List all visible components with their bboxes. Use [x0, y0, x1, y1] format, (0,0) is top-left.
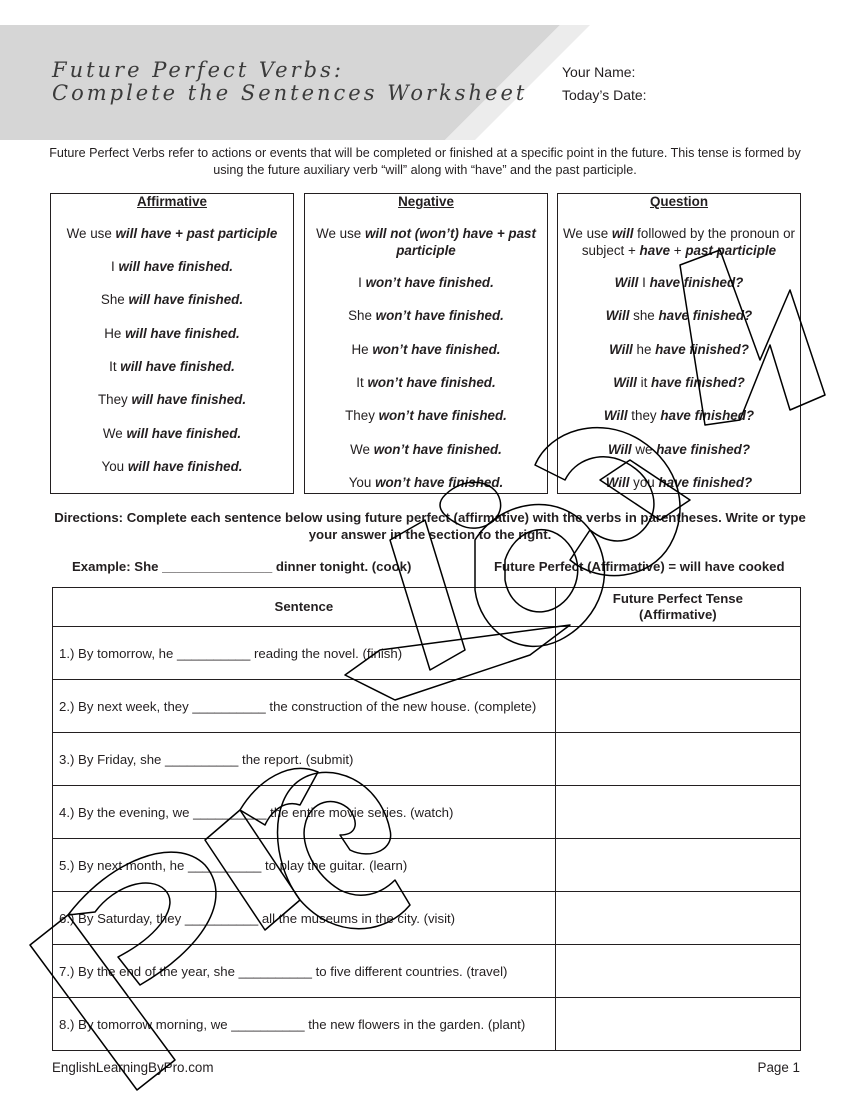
negative-example-line: She won’t have finished.	[348, 308, 504, 324]
table-row	[53, 733, 801, 786]
affirmative-example-line: We will have finished.	[102, 425, 242, 441]
affirmative-example-line: You will have finished.	[101, 458, 243, 474]
answer-cell[interactable]	[555, 945, 800, 998]
answer-cell[interactable]	[555, 627, 800, 680]
table-row	[53, 627, 801, 680]
answer-cell[interactable]	[555, 839, 800, 892]
negative-example-line: We won’t have finished.	[350, 441, 502, 457]
answer-column-header: Future Perfect Tense (Affirmative)	[555, 588, 800, 627]
question-box	[557, 193, 801, 494]
title-line-2: Complete the Sentences Worksheet	[52, 81, 528, 105]
name-label: Your Name:	[562, 64, 636, 80]
negative-box	[304, 193, 548, 494]
answer-cell[interactable]	[555, 680, 800, 733]
affirmative-title: Affirmative	[137, 194, 207, 209]
question-example-line: Will you have finished?	[605, 474, 753, 490]
intro-paragraph: Future Perfect Verbs refer to actions or events that will be completed or finished at a specific point in the future. This tense is formed by using the future auxiliary verb “will” along with “have” and the past participle.	[49, 146, 801, 177]
sentence-cell: 2.) By next week, they __________ the construction of the new house. (complete)	[53, 680, 556, 733]
table-row	[53, 839, 801, 892]
affirmative-example-line: She will have finished.	[100, 292, 244, 308]
affirmative-rule: We use will have + past participle	[66, 226, 278, 241]
sentence-cell: 4.) By the evening, we __________ the entire movie series. (watch)	[53, 786, 556, 839]
table-header-row	[53, 588, 801, 627]
sentence-cell: 7.) By the end of the year, she __________ to five different countries. (travel)	[53, 945, 556, 998]
answer-cell[interactable]	[555, 892, 800, 945]
affirmative-example-line: It will have finished.	[109, 358, 235, 374]
question-example-line: Will he have finished?	[609, 341, 749, 357]
header-band	[0, 25, 850, 140]
affirmative-example-line: He will have finished.	[104, 325, 240, 341]
example-sentence: Example: She _______________ dinner tonight. (cook)	[72, 559, 412, 574]
table-row	[53, 680, 801, 733]
table-row	[53, 786, 801, 839]
negative-example-line: He won’t have finished.	[351, 341, 501, 357]
negative-example-line: You won’t have finished.	[348, 474, 504, 490]
negative-example-line: It won’t have finished.	[356, 374, 496, 390]
question-example-line: Will I have finished?	[614, 275, 744, 290]
question-example-line: Will we have finished?	[607, 441, 751, 457]
table-row	[53, 892, 801, 945]
sentence-column-header: Sentence	[53, 588, 556, 627]
negative-example-line: I won’t have finished.	[358, 275, 494, 290]
answer-cell[interactable]	[555, 733, 800, 786]
sentence-cell: 1.) By tomorrow, he __________ reading the novel. (finish)	[53, 627, 556, 680]
table-row	[53, 998, 801, 1051]
answer-cell[interactable]	[555, 786, 800, 839]
directions: Directions: Complete each sentence below using future perfect (affirmative) with the verbs in parentheses. Write or type your answer in the section to the right.	[54, 510, 806, 542]
question-title: Question	[649, 194, 709, 209]
sentence-cell: 5.) By next month, he __________ to play the guitar. (learn)	[53, 839, 556, 892]
question-example-line: Will it have finished?	[613, 374, 745, 390]
question-example-line: Will she have finished?	[605, 308, 753, 324]
negative-example-line: They won’t have finished.	[345, 408, 507, 424]
sentence-cell: 3.) By Friday, she __________ the report. (submit)	[53, 733, 556, 786]
date-label: Today’s Date:	[562, 87, 647, 103]
answer-cell[interactable]	[555, 998, 800, 1051]
negative-title: Negative	[398, 194, 454, 209]
answer-table	[52, 587, 801, 1051]
footer-site: EnglishLearningByPro.com	[52, 1060, 214, 1075]
question-rule: We use will followed by the pronoun or subject + have + past participle	[563, 226, 795, 258]
affirmative-example-line: I will have finished.	[110, 259, 234, 274]
footer-page-number: Page 1	[757, 1060, 800, 1075]
question-example-line: Will they have finished?	[603, 408, 755, 424]
sentence-cell: 6.) By Saturday, they __________ all the museums in the city. (visit)	[53, 892, 556, 945]
negative-rule: We use will not (won’t) have + past participle	[316, 226, 536, 258]
affirmative-box	[50, 193, 294, 494]
sentence-cell: 8.) By tomorrow morning, we __________ the new flowers in the garden. (plant)	[53, 998, 556, 1051]
example-answer: Future Perfect (Affirmative) = will have cooked	[494, 559, 785, 574]
title-line-1: Future Perfect Verbs:	[52, 58, 344, 82]
affirmative-example-line: They will have finished.	[97, 392, 247, 408]
table-row	[53, 945, 801, 998]
